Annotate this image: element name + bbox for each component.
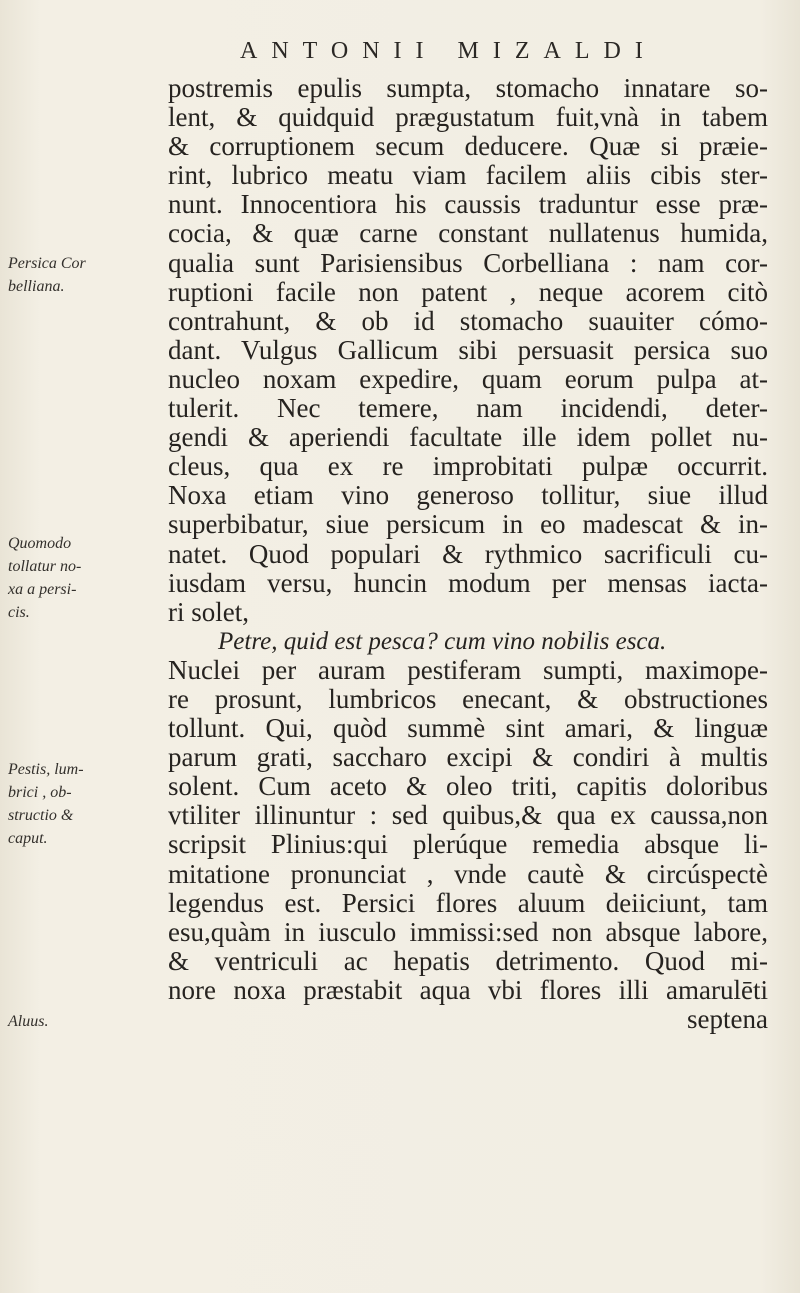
verse-line: Petre, quid est pesca? cum vino nobilis esca.	[218, 627, 667, 655]
text-line: scripsit Plinius:qui plerúque remedia absque li-	[168, 830, 768, 860]
marginal-note-line: Quomodo	[8, 535, 72, 552]
marginal-note-line: cis.	[8, 604, 30, 621]
body-text	[168, 74, 768, 1034]
text-line: nunt. Innocentiora his caussis traduntur esse præ-	[168, 190, 768, 220]
text-line: gendi & aperiendi facultate ille idem pollet nu-	[168, 423, 768, 453]
marginal-note	[8, 532, 126, 624]
text-line: vtiliter illinuntur : sed quibus,& qua ex caussa,non	[168, 801, 768, 831]
text-line: esu,quàm in iusculo immissi:sed non absque labore,	[168, 917, 768, 947]
marginal-note	[8, 1010, 126, 1033]
text-line: solent. Cum aceto & oleo triti, capitis doloribus	[168, 772, 768, 802]
text-line: & corruptionem secum deducere. Quæ si præie-	[168, 132, 768, 162]
text-line: re prosunt, lumbricos enecant, & obstructiones	[168, 684, 768, 714]
text-line: iusdam versu, huncin modum per mensas iacta-	[168, 568, 768, 598]
text-line: cocia, & quæ carne constant nullatenus humida,	[168, 219, 768, 249]
text-line: superbibatur, siue persicum in eo madescat & in-	[168, 510, 768, 540]
running-head: ANTONII MIZALDI	[240, 38, 657, 64]
marginal-note-line: structio &	[8, 807, 74, 824]
text-line: Nuclei per auram pestiferam sumpti, maximope-	[168, 655, 768, 685]
text-line: contrahunt, & ob id stomacho suauiter cómo-	[168, 306, 768, 336]
text-line: ruptioni facile non patent , neque acorem citò	[168, 277, 768, 307]
text-line: parum grati, saccharo excipi & condiri à multis	[168, 743, 768, 773]
marginal-note-line: Pestis, lum-	[8, 761, 84, 778]
text-line: & ventriculi ac hepatis detrimento. Quod mi-	[168, 946, 768, 976]
marginal-note-line: caput.	[8, 830, 48, 847]
marginal-note-line: xa a persi-	[8, 581, 77, 598]
text-line: rint, lubrico meatu viam facilem aliis cibis ster-	[168, 161, 768, 191]
text-line: tollunt. Qui, quòd summè sint amari, & linguæ	[168, 714, 768, 744]
marginal-note-line: brici , ob-	[8, 784, 72, 801]
marginal-note	[8, 758, 126, 850]
text-line: nore noxa præstabit aqua vbi flores illi amarulēti	[168, 975, 768, 1005]
text-line: natet. Quod populari & rythmico sacrificuli cu-	[168, 539, 768, 569]
text-line: cleus, qua ex re improbitati pulpæ occurrit.	[168, 452, 768, 482]
text-line: lent, & quidquid prægustatum fuit,vnà in tabem	[168, 103, 768, 133]
marginal-note-line: belliana.	[8, 278, 65, 295]
text-line: Noxa etiam vino generoso tollitur, siue illud	[168, 481, 768, 511]
text-line: nucleo noxam expedire, quam eorum pulpa at-	[168, 364, 768, 394]
catchword: septena	[687, 1005, 768, 1034]
text-line: mitatione pronunciat , vnde cautè & circúspectè	[168, 859, 768, 889]
text-line: legendus est. Persici flores aluum deiiciunt, tam	[168, 888, 768, 918]
text-line: dant. Vulgus Gallicum sibi persuasit persica suo	[168, 335, 768, 365]
marginal-note-line: Aluus.	[8, 1013, 49, 1030]
text-line: ri solet,	[168, 597, 249, 627]
marginal-note-line: Persica Cor	[8, 255, 86, 272]
text-line: postremis epulis sumpta, stomacho innatare so-	[168, 74, 768, 103]
text-line: qualia sunt Parisiensibus Corbelliana : nam cor-	[168, 248, 768, 278]
text-line: tulerit. Nec temere, nam incidendi, deter-	[168, 394, 768, 424]
marginal-note-line: tollatur no-	[8, 558, 82, 575]
marginal-note	[8, 252, 126, 298]
